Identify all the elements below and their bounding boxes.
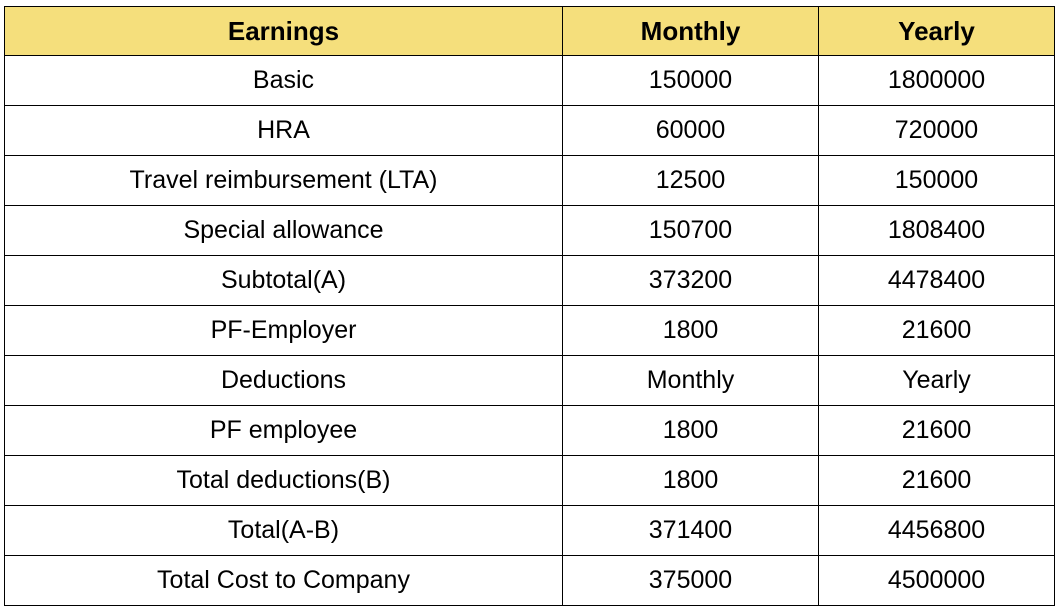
row-label: Total deductions(B) (5, 456, 563, 506)
header-row (5, 7, 1055, 56)
table-row (5, 206, 1055, 256)
yearly-value: 21600 (819, 456, 1055, 506)
table-row (5, 356, 1055, 406)
row-label: Total(A-B) (5, 506, 563, 556)
row-label: Total Cost to Company (5, 556, 563, 606)
yearly-value: 4478400 (819, 256, 1055, 306)
row-label: Subtotal(A) (5, 256, 563, 306)
row-label: PF employee (5, 406, 563, 456)
monthly-value: 371400 (563, 506, 819, 556)
yearly-value: 21600 (819, 406, 1055, 456)
row-label: Special allowance (5, 206, 563, 256)
yearly-value: 1808400 (819, 206, 1055, 256)
salary-breakdown-table (4, 6, 1055, 606)
table-row (5, 106, 1055, 156)
table-row (5, 256, 1055, 306)
yearly-value: 4456800 (819, 506, 1055, 556)
row-label: HRA (5, 106, 563, 156)
monthly-value: 375000 (563, 556, 819, 606)
monthly-value: 1800 (563, 456, 819, 506)
table-row (5, 56, 1055, 106)
monthly-value: 1800 (563, 406, 819, 456)
monthly-value: 60000 (563, 106, 819, 156)
header-earnings: Earnings (5, 7, 563, 56)
table-row (5, 156, 1055, 206)
row-label: Basic (5, 56, 563, 106)
monthly-value: 373200 (563, 256, 819, 306)
yearly-value: 4500000 (819, 556, 1055, 606)
row-label: PF-Employer (5, 306, 563, 356)
row-label: Deductions (5, 356, 563, 406)
yearly-value: 1800000 (819, 56, 1055, 106)
monthly-value: 1800 (563, 306, 819, 356)
table-row (5, 406, 1055, 456)
yearly-value: 720000 (819, 106, 1055, 156)
monthly-value: 150000 (563, 56, 819, 106)
monthly-value: Monthly (563, 356, 819, 406)
monthly-value: 150700 (563, 206, 819, 256)
table-row (5, 556, 1055, 606)
monthly-value: 12500 (563, 156, 819, 206)
row-label: Travel reimbursement (LTA) (5, 156, 563, 206)
header-monthly: Monthly (563, 7, 819, 56)
yearly-value: 150000 (819, 156, 1055, 206)
table-row (5, 506, 1055, 556)
yearly-value: 21600 (819, 306, 1055, 356)
yearly-value: Yearly (819, 356, 1055, 406)
table-row (5, 456, 1055, 506)
header-yearly: Yearly (819, 7, 1055, 56)
table-row (5, 306, 1055, 356)
